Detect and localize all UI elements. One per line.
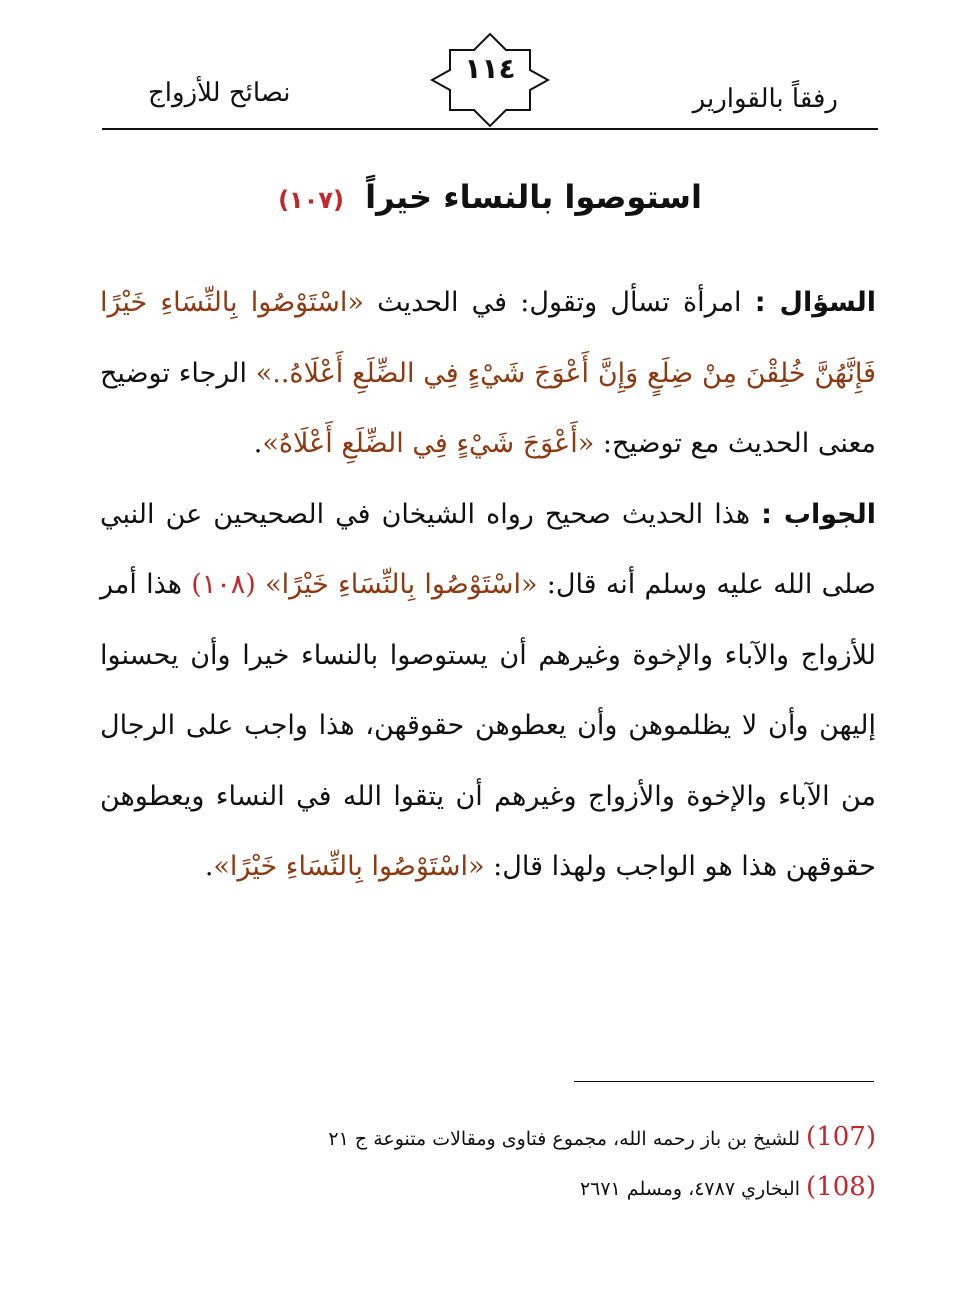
page-number: ١١٤	[464, 52, 516, 85]
question-text-1: امرأة تسأل وتقول: في الحديث	[363, 287, 755, 318]
answer-hadith-2: «اسْتَوْصُوا بِالنِّسَاءِ خَيْرًا»	[213, 851, 485, 882]
chapter-title: نصائح للأزواج	[148, 78, 291, 108]
section-title	[100, 178, 880, 216]
footnote-text: للشيخ بن باز رحمه الله، مجموع فتاوى ومقالات متنوعة ج ٢١	[328, 1128, 800, 1150]
footnote-108	[100, 1172, 876, 1202]
footnote-number: (108)	[806, 1172, 876, 1202]
footnote-rule	[574, 1081, 874, 1082]
answer-end: .	[204, 851, 214, 882]
footnote-text: البخاري ٤٧٨٧، ومسلم ٢٦٧١	[579, 1178, 800, 1200]
answer-footnote-ref: (١٠٨)	[191, 569, 266, 600]
question-paragraph	[100, 268, 876, 480]
answer-label: الجواب :	[761, 498, 876, 530]
answer-text-1: هذا الحديث صحيح رواه الشيخان في الصحيحين عن النبي صلى الله عليه وسلم أنه قال:	[100, 498, 876, 600]
title-footnote-ref: (١٠٧)	[278, 186, 344, 214]
section-title-text: استوصوا بالنساء خيراً	[365, 178, 702, 216]
question-hadith-1: «اسْتَوْصُوا بِالنِّسَاءِ خَيْرًا فَإِنَّهُنَّ خُلِقْنَ مِنْ ضِلَعٍ وَإِنَّ أَعْوَجَ شَيْءٍ فِي الضِّلَعِ أَعْلَاهُ..»	[100, 287, 876, 389]
header-rule	[102, 128, 878, 130]
answer-text-2: هذا أمر للأزواج والآباء والإخوة وغيرهم أن يستوصوا بالنساء خيرا وأن يحسنوا إليهن وأن لا يظلموهن وأن يعطوهن حقوقهن، هذا واجب على الرجال من الآباء والإخوة والأزواج وغيرهم أن يتقوا الله في النساء ويعطوهن حقوقهن هذا هو الواجب ولهذا قال:	[100, 569, 876, 882]
question-end: .	[253, 428, 263, 459]
question-text-2: الرجاء توضيح معنى الحديث مع توضيح:	[100, 357, 876, 459]
question-label: السؤال :	[754, 287, 876, 318]
footnote-number: (107)	[806, 1122, 876, 1152]
answer-paragraph	[100, 480, 876, 903]
footnote-107	[100, 1122, 876, 1152]
body-text	[100, 268, 876, 903]
answer-hadith-1: «اسْتَوْصُوا بِالنِّسَاءِ خَيْرًا»	[265, 569, 538, 600]
question-hadith-2: «أَعْوَجَ شَيْءٍ فِي الضِّلَعِ أَعْلَاهُ»	[262, 428, 595, 459]
book-title: رفقاً بالقوارير	[692, 84, 838, 114]
